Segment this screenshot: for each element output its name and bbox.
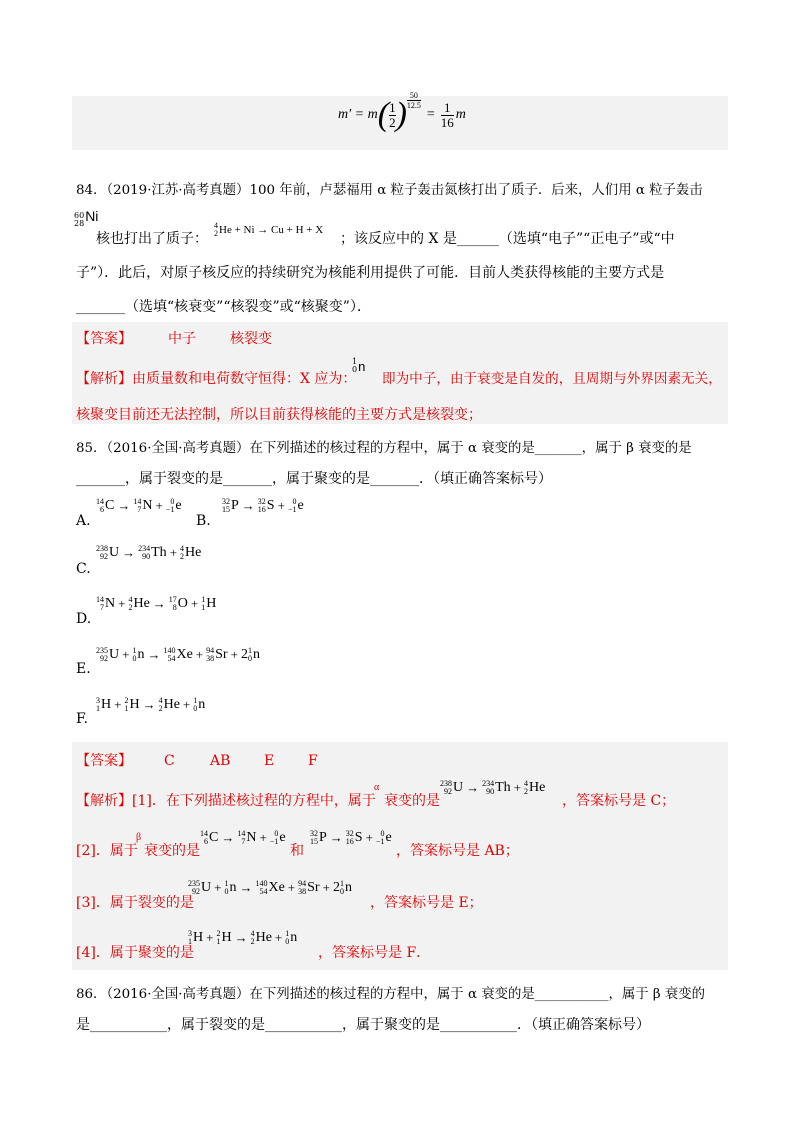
n1-num	[248, 647, 252, 663]
he-numbers	[214, 222, 218, 238]
opt-c-label: C.	[76, 561, 91, 577]
q84-line2-a: 核也打出了质子：	[96, 231, 208, 247]
formula-top	[338, 90, 466, 133]
opt-b-label: B.	[196, 513, 211, 529]
ni-symbol: Ni	[85, 208, 99, 224]
c14-z: 6	[204, 837, 208, 846]
n14-a: 14	[96, 595, 104, 604]
n14-z: 7	[241, 837, 246, 846]
frac2-den: 16	[440, 114, 454, 130]
th234-num	[138, 545, 150, 561]
n14-num	[96, 596, 104, 612]
q85-a2-b: 衰变的是	[144, 843, 200, 859]
c14-num	[96, 498, 104, 514]
e-num	[270, 830, 279, 846]
sr94-num	[298, 880, 306, 896]
he4-a: 4	[250, 929, 255, 938]
reaction-b: 32 15 P → 32 16 S + 0 −1 e	[222, 497, 304, 514]
plus: +	[118, 596, 126, 611]
sr94-z: 38	[298, 887, 307, 896]
s32-num	[346, 830, 354, 846]
e-z: −1	[165, 505, 175, 514]
p32-a: 32	[222, 497, 230, 506]
th234-z: 90	[486, 787, 495, 796]
sr94-z: 38	[206, 654, 215, 663]
h3-a: 3	[96, 696, 100, 705]
h2-num	[124, 697, 128, 713]
h3-num	[96, 697, 100, 713]
n-mass: 1	[352, 357, 358, 366]
opt-e-label: E.	[76, 661, 91, 677]
q85-answer-2: AB	[210, 753, 231, 769]
q85-answer-label: 【答案】	[76, 753, 132, 769]
he4-a: 4	[128, 595, 133, 604]
q85-a4-a: [4]．属于聚变的是	[76, 945, 194, 961]
plus: +	[122, 647, 130, 662]
u238-a: 238	[440, 779, 452, 788]
arrow: →	[147, 647, 161, 662]
n1-a: 1	[247, 646, 252, 655]
h3-a: 3	[188, 929, 192, 938]
u238-num	[96, 545, 108, 561]
formula-lhs: m′ = m	[338, 107, 378, 122]
exponent	[407, 91, 421, 110]
he4-a: 4	[158, 696, 163, 705]
s32-num	[258, 498, 266, 514]
n1-num	[224, 880, 228, 896]
n14-z: 7	[100, 603, 104, 612]
h3-z: 1	[188, 937, 192, 946]
arrow: →	[117, 498, 131, 513]
paren-open: (	[377, 96, 390, 133]
q85-a4-c: ，答案标号是 F．	[318, 945, 431, 961]
reaction-d: 14 7 N + 4 2 He → 17 8 O + 1 1 H	[96, 595, 217, 612]
arrow: →	[329, 830, 343, 845]
plus: +	[513, 780, 522, 795]
plus: +	[155, 498, 163, 513]
u235-a: 235	[188, 879, 200, 888]
n14-a: 14	[133, 497, 142, 506]
q85-a3-c: ，答案标号是 E；	[370, 895, 483, 911]
q85-a2-a: [2]．属于	[76, 843, 138, 859]
o17-num	[169, 596, 177, 612]
e-num	[376, 830, 385, 846]
u238-num	[440, 780, 452, 796]
n14-num	[133, 498, 141, 514]
h3-z: 1	[96, 704, 100, 713]
e-z: −1	[269, 837, 279, 846]
q85-a1-a: [1]．在下列描述核过程的方程中，属于	[132, 793, 376, 809]
exp-den: 12.5	[406, 100, 421, 110]
plus: +	[287, 880, 296, 895]
p32-num	[310, 830, 318, 846]
formula-rhs: m	[455, 107, 466, 122]
xe140-a: 140	[255, 879, 268, 888]
q85-line1: 85．（2016·全国·高考真题）在下列描述的核过程的方程中，属于 α 衰变的是_______，属于 β 衰变的是	[76, 441, 692, 456]
s32-z: 16	[257, 505, 266, 514]
q84-answer-label: 【答案】	[76, 331, 132, 347]
he4-z: 2	[250, 937, 255, 946]
p32-z: 15	[310, 837, 318, 846]
q84-answer2: 核裂变	[230, 331, 272, 347]
q84-analysis-label: 【解析】	[76, 371, 132, 387]
e-a: 0	[170, 497, 175, 506]
n1-num	[132, 647, 136, 663]
n1-num	[340, 880, 344, 896]
u235-num	[96, 647, 108, 663]
n1-z: 0	[285, 937, 290, 946]
sr94-num	[206, 647, 214, 663]
reaction-e: 235 92 U + 1 0 n → 140 54 Xe + 94 38 Sr + 2 1 0 n	[96, 646, 260, 663]
n1-a: 1	[132, 646, 137, 655]
he-mass: 4	[214, 221, 218, 230]
c14-num	[200, 830, 208, 846]
ni-mass: 60	[74, 211, 85, 220]
he4-num	[128, 596, 132, 612]
n1-num	[193, 697, 197, 713]
q84-analysis2: 核聚变目前还无法控制，所以目前获得核能的主要方式是核裂变；	[76, 407, 482, 423]
plus: +	[274, 930, 283, 945]
u238-z: 92	[444, 787, 452, 796]
arrow: →	[239, 880, 253, 895]
arrow: →	[122, 545, 136, 560]
q85-a1-b: 衰变的是	[384, 793, 440, 809]
xe140-z: 54	[259, 887, 268, 896]
th234-num	[482, 780, 494, 796]
he4-z: 2	[128, 603, 133, 612]
q85-line2: _______，属于裂变的是_______，属于聚变的是_______．（填正确答案标号）	[76, 471, 552, 487]
n-numbers	[352, 358, 357, 374]
reaction-text: He + Ni → Cu + H + X	[219, 224, 324, 236]
n1-z: 0	[193, 704, 198, 713]
e-z: −1	[375, 837, 385, 846]
q85-a1-c: ，答案标号是 C；	[562, 793, 676, 809]
q84-analysis1-b: 即为中子，由于衰变是自发的，且周期与外界因素无关，	[382, 371, 722, 387]
xe140-num	[163, 647, 175, 663]
he4-a: 4	[524, 779, 529, 788]
ni-z: 28	[74, 219, 85, 228]
plus: +	[230, 647, 238, 662]
sr94-a: 94	[298, 879, 307, 888]
h2-z: 1	[124, 704, 129, 713]
a1-reaction: 238 92 U → 234 90 Th + 4 2 He	[440, 779, 546, 796]
th234-a: 234	[138, 544, 151, 553]
q84-line1: 84．（2019·江苏·高考真题）100 年前，卢瑟福用 α 粒子轰击氮核打出了质子．后来，人们用 α 粒子轰击	[76, 183, 703, 198]
he4-num	[159, 697, 163, 713]
frac-den: 2	[389, 114, 396, 130]
p32-a: 32	[310, 829, 318, 838]
q85-answer-3: E	[264, 753, 275, 769]
equals: =	[426, 107, 435, 122]
n14-num	[237, 830, 245, 846]
he4-z: 2	[524, 787, 529, 796]
th234-z: 90	[142, 552, 151, 561]
e-a: 0	[292, 497, 297, 506]
c14-a: 14	[96, 497, 104, 506]
a2-reaction-b: 32 15 P → 32 16 S + 0 −1 e	[310, 829, 392, 846]
arrow: →	[152, 596, 166, 611]
plus: +	[277, 498, 285, 513]
he4-num	[180, 545, 184, 561]
q84-analysis1-a: 由质量数和电荷数守恒得：X 应为：	[132, 371, 357, 387]
exp-num: 50	[409, 90, 418, 100]
a4-reaction: 3 1 H + 2 1 H → 4 2 He + 1 0 n	[188, 929, 298, 946]
ni-numbers	[74, 212, 84, 228]
he4-z: 2	[180, 552, 185, 561]
n14-a: 14	[237, 829, 246, 838]
plus: +	[365, 830, 373, 845]
paren-close: )	[395, 96, 407, 133]
n1-a: 1	[193, 696, 198, 705]
n-z: 0	[352, 365, 358, 374]
he4-num	[251, 930, 255, 946]
q84-line2-b: ；该反应中的 X 是______（选填“电子”“正电子”或“中	[340, 231, 675, 247]
q84-ni-nuclide	[74, 208, 99, 228]
n1-a: 1	[224, 879, 229, 888]
alpha-symbol: α	[374, 782, 380, 793]
xe140-a: 140	[163, 646, 176, 655]
sr94-a: 94	[206, 646, 215, 655]
h2-z: 1	[216, 937, 221, 946]
o17-z: 8	[172, 603, 177, 612]
xe140-num	[255, 880, 267, 896]
c14-a: 14	[200, 829, 208, 838]
frac2-num: 1	[444, 99, 451, 115]
e-a: 0	[380, 829, 385, 838]
q84-reaction	[214, 222, 323, 238]
reaction-f: 3 1 H + 2 1 H → 4 2 He + 1 0 n	[96, 696, 206, 713]
n1-z: 0	[339, 887, 344, 896]
e-a: 0	[274, 829, 279, 838]
s32-z: 16	[345, 837, 354, 846]
he-z: 2	[214, 229, 218, 238]
arrow: →	[466, 780, 480, 795]
opt-f-label: F.	[76, 711, 88, 727]
q85-a3-a: [3]．属于裂变的是	[76, 895, 194, 911]
he4-z: 2	[158, 704, 163, 713]
q84-line4: _______（选填“核衰变”“核裂变”或“核聚变”）．	[76, 299, 371, 315]
h1-z: 1	[201, 603, 206, 612]
s32-a: 32	[257, 497, 266, 506]
neutron-nuclide	[352, 358, 365, 374]
plus: +	[206, 930, 214, 945]
q85-a2-c: ，答案标号是 AB；	[396, 843, 519, 859]
reaction-a: 14 6 C → 14 7 N + 0 −1 e	[96, 497, 182, 514]
q86-line2: 是___________，属于裂变的是___________，属于聚变的是___________．（填正确答案标号）	[76, 1017, 650, 1033]
q84-line3: 子”）．此后，对原子核反应的持续研究为核能利用提供了可能．目前人类获得核能的主要方式是	[76, 265, 665, 281]
p32-num	[222, 498, 230, 514]
a2-reaction-a: 14 6 C → 14 7 N + 0 −1 e	[200, 829, 286, 846]
q84-answer1: 中子	[168, 331, 196, 347]
n-symbol: n	[358, 358, 366, 374]
arrow: →	[241, 498, 255, 513]
u235-num	[188, 880, 200, 896]
plus: +	[182, 697, 191, 712]
plus: +	[259, 830, 267, 845]
arrow: →	[142, 697, 156, 712]
frac-num: 1	[389, 99, 396, 115]
n1-z: 0	[132, 654, 137, 663]
he4-a: 4	[180, 544, 185, 553]
th234-a: 234	[482, 779, 495, 788]
h2-a: 2	[216, 929, 221, 938]
plus: +	[190, 596, 199, 611]
plus: +	[114, 697, 122, 712]
plus: +	[322, 880, 330, 895]
xe140-z: 54	[167, 654, 176, 663]
n1-z: 0	[247, 654, 252, 663]
plus: +	[195, 647, 204, 662]
e-num	[288, 498, 297, 514]
n14-z: 7	[137, 505, 142, 514]
u238-a: 238	[96, 544, 108, 553]
q85-answer-1: C	[164, 753, 175, 769]
c14-z: 6	[100, 505, 104, 514]
s32-a: 32	[345, 829, 354, 838]
beta-symbol: β	[136, 832, 142, 843]
arrow: →	[234, 930, 248, 945]
n1-z: 0	[224, 887, 229, 896]
e-num	[166, 498, 175, 514]
u238-z: 92	[100, 552, 108, 561]
q85-analysis-label: 【解析】	[76, 793, 132, 809]
h1-a: 1	[201, 595, 206, 604]
q85-answer-4: F	[308, 753, 318, 769]
q86-line1: 86．（2016·全国·高考真题）在下列描述的核过程的方程中，属于 α 衰变的是___________，属于 β 衰变的	[76, 987, 706, 1002]
u235-z: 92	[192, 887, 200, 896]
plus: +	[214, 880, 222, 895]
h3-num	[188, 930, 192, 946]
arrow: →	[221, 830, 235, 845]
h2-a: 2	[124, 696, 129, 705]
n1-a: 1	[339, 879, 344, 888]
opt-d-label: D.	[76, 611, 92, 627]
h1-num	[201, 596, 205, 612]
u235-a: 235	[96, 646, 108, 655]
p32-z: 15	[222, 505, 230, 514]
plus: +	[169, 545, 178, 560]
e-z: −1	[287, 505, 297, 514]
reaction-c: 238 92 U → 234 90 Th + 4 2 He	[96, 544, 202, 561]
q85-a2-and: 和	[290, 843, 304, 859]
he4-num	[524, 780, 528, 796]
n1-a: 1	[285, 929, 290, 938]
a3-reaction: 235 92 U + 1 0 n → 140 54 Xe + 94 38 Sr + 2 1 0 n	[188, 879, 352, 896]
fraction-sixteenth	[441, 101, 454, 130]
opt-a-label: A.	[76, 513, 91, 529]
n1-num	[285, 930, 289, 946]
h2-num	[216, 930, 220, 946]
o17-a: 17	[168, 595, 177, 604]
u235-z: 92	[100, 654, 108, 663]
